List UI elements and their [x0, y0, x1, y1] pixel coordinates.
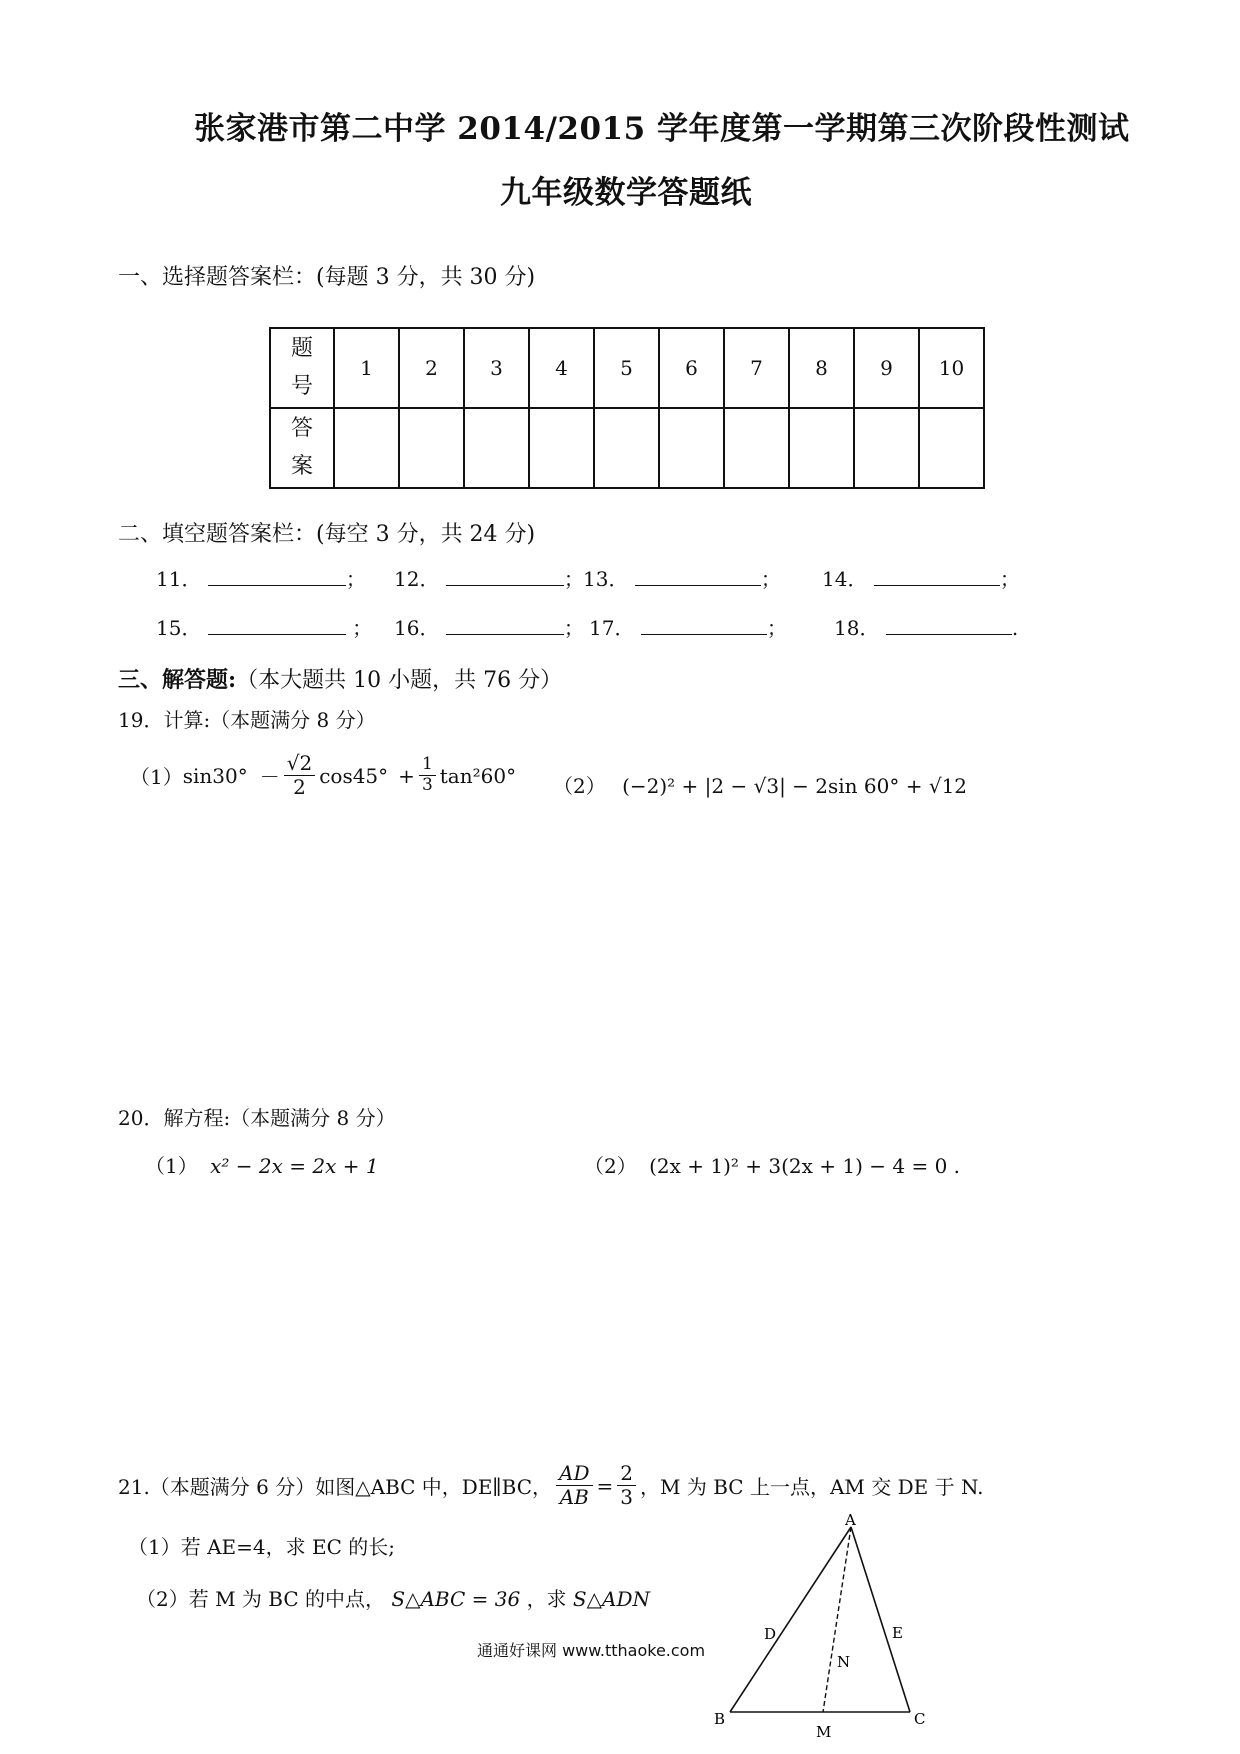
- answer-cell[interactable]: [854, 408, 919, 488]
- question-number-cell: 4: [529, 328, 594, 408]
- label-b: B: [714, 1710, 726, 1728]
- answer-blank[interactable]: [641, 614, 767, 635]
- answer-cell[interactable]: [594, 408, 659, 488]
- section2-heading: 二、填空题答案栏：(每空 3 分，共 24 分): [118, 522, 536, 547]
- q19-part2: [553, 770, 967, 799]
- q19-part1: [130, 752, 516, 799]
- answer-cell[interactable]: [464, 408, 529, 488]
- row-header-answer: [270, 408, 334, 488]
- section3-heading-bold: 三、解答题:: [118, 667, 237, 693]
- fraction-numerator: √2: [284, 752, 315, 776]
- math-expression: x² − 2x = 2x + 1: [210, 1154, 379, 1178]
- q20-title: 20．解方程:（本题满分 8 分）: [118, 1106, 396, 1130]
- section3-heading: [118, 663, 562, 694]
- math-term: tan²60°: [439, 763, 517, 788]
- part-label: （2）: [584, 1154, 637, 1178]
- part-label: （1）: [145, 1154, 198, 1178]
- answer-blank[interactable]: [446, 614, 564, 635]
- table-row: [270, 328, 984, 408]
- fill-item-17: 17． ；: [589, 616, 787, 640]
- fill-item-15: 15． ；: [156, 616, 373, 640]
- fill-item-11: 11． ；: [156, 567, 366, 591]
- math-operator: －: [259, 765, 280, 789]
- question-number-cell: 5: [594, 328, 659, 408]
- answer-cell[interactable]: [659, 408, 724, 488]
- page-subtitle: 九年级数学答题纸: [500, 175, 752, 211]
- answer-blank[interactable]: [886, 614, 1012, 635]
- section1-heading: 一、选择题答案栏：(每题 3 分，共 30 分): [118, 265, 536, 290]
- item-number: 15．: [156, 616, 202, 640]
- part-text: ，求: [526, 1587, 567, 1611]
- answer-cell[interactable]: [334, 408, 399, 488]
- q21-title-text: ，M 为 BC 上一点，AM 交 DE 于 N.: [640, 1475, 984, 1499]
- side-ab: [730, 1527, 851, 1712]
- answer-blank[interactable]: [446, 565, 564, 586]
- question-number-cell: 6: [659, 328, 724, 408]
- answer-cell[interactable]: [919, 408, 984, 488]
- item-number: 16．: [394, 616, 440, 640]
- side-ac: [851, 1527, 910, 1712]
- item-number: 11．: [156, 567, 202, 591]
- label-c: C: [914, 1710, 926, 1728]
- fraction-numerator: 1: [419, 755, 436, 776]
- q20-part1: [145, 1150, 379, 1179]
- fill-item-16: 16． ；: [394, 616, 584, 640]
- question-number-cell: 2: [399, 328, 464, 408]
- fill-item-12: 12． ；: [394, 567, 584, 591]
- part-label: （2）: [553, 774, 606, 798]
- page-title: 张家港市第二中学 2014/2015 学年度第一学期第三次阶段性测试: [194, 111, 1130, 147]
- math-term: cos45°: [319, 763, 389, 788]
- q21-title: [118, 1462, 984, 1509]
- question-number-cell: 1: [334, 328, 399, 408]
- label-n: N: [837, 1653, 851, 1671]
- answer-cell[interactable]: [724, 408, 789, 488]
- section3-heading-rest: （本大题共 10 小题，共 76 分）: [236, 668, 563, 693]
- label-d: D: [764, 1625, 777, 1643]
- math-fraction: [556, 1462, 592, 1509]
- label-e: E: [892, 1624, 903, 1642]
- math-fraction: [284, 752, 315, 799]
- question-number-cell: 7: [724, 328, 789, 408]
- fraction-denominator: AB: [559, 1485, 589, 1509]
- part-text: （2）若 M 为 BC 的中点，: [136, 1587, 386, 1611]
- math-expression: S△ABC = 36: [391, 1587, 521, 1611]
- answer-blank[interactable]: [635, 565, 761, 586]
- item-number: 14．: [822, 567, 868, 591]
- item-number: 13．: [583, 567, 629, 591]
- answer-cell[interactable]: [399, 408, 464, 488]
- math-fraction: [419, 755, 436, 795]
- q21-part2: [136, 1583, 650, 1612]
- choice-answer-table: [269, 327, 985, 489]
- fill-item-18: 18． .: [834, 616, 1019, 640]
- segment-am: [823, 1527, 851, 1712]
- triangle-figure: [700, 1510, 960, 1750]
- fraction-denominator: 3: [421, 775, 433, 795]
- math-operator: +: [398, 763, 415, 788]
- answer-cell[interactable]: [529, 408, 594, 488]
- item-number: 18．: [834, 616, 880, 640]
- answer-cell[interactable]: [789, 408, 854, 488]
- header-char: 题: [290, 336, 313, 361]
- row-header-number: [270, 328, 334, 408]
- label-a: A: [845, 1511, 856, 1529]
- fraction-numerator: AD: [556, 1462, 592, 1486]
- q21-part1: （1）若 AE=4，求 EC 的长;: [128, 1535, 395, 1559]
- math-term: sin30°: [182, 763, 248, 788]
- table-row: [270, 408, 984, 488]
- header-char: 案: [290, 454, 313, 479]
- question-number-cell: 9: [854, 328, 919, 408]
- fraction-denominator: 2: [293, 775, 306, 799]
- question-number-cell: 3: [464, 328, 529, 408]
- math-expression: (−2)² + |2 − √3| − 2sin 60° + √12: [622, 774, 968, 798]
- math-expression: S△ADN: [572, 1587, 650, 1611]
- header-char: 号: [290, 374, 313, 399]
- answer-blank[interactable]: [874, 565, 1000, 586]
- part-label: （1）: [130, 765, 183, 789]
- math-operator: =: [596, 1473, 614, 1498]
- fraction-numerator: 2: [617, 1462, 636, 1486]
- fill-item-13: 13． ；: [583, 567, 781, 591]
- item-number: 17．: [589, 616, 635, 640]
- question-number-cell: 8: [789, 328, 854, 408]
- q21-title-text: 21.（本题满分 6 分）如图△ABC 中，DE∥BC，: [118, 1475, 553, 1499]
- item-number: 12．: [394, 567, 440, 591]
- fraction-denominator: 3: [620, 1485, 634, 1509]
- label-m: M: [816, 1723, 832, 1741]
- question-number-cell: 10: [919, 328, 984, 408]
- fill-item-14: 14． ；: [822, 567, 1020, 591]
- answer-blank[interactable]: [208, 565, 346, 586]
- watermark: 通通好课网 www.tthaoke.com: [477, 1641, 706, 1660]
- q20-part2: [584, 1150, 960, 1179]
- answer-blank[interactable]: [208, 614, 346, 635]
- math-expression: (2x + 1)² + 3(2x + 1) − 4 = 0 .: [649, 1154, 961, 1178]
- header-char: 答: [290, 416, 313, 441]
- math-fraction: [617, 1462, 636, 1509]
- q19-title: 19．计算:（本题满分 8 分）: [118, 708, 376, 732]
